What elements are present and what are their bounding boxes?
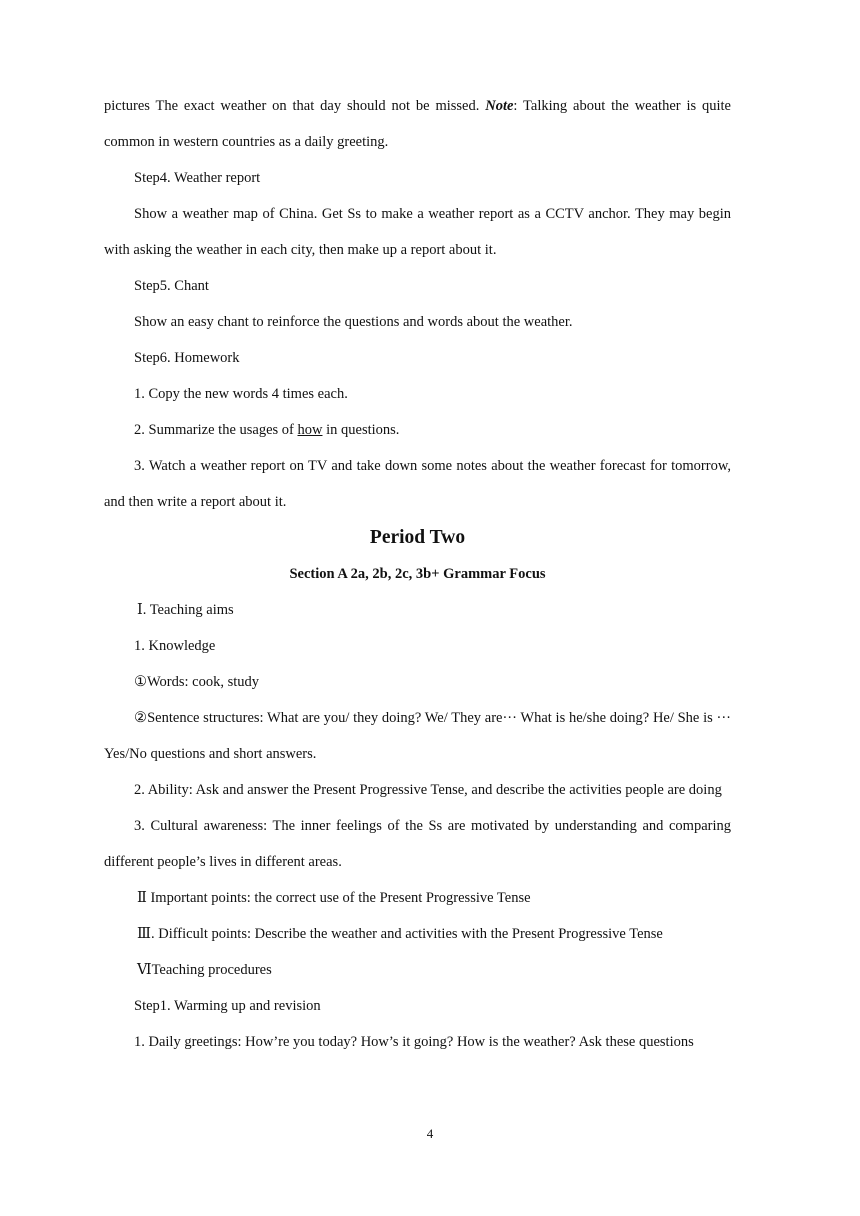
step6-heading: Step6. Homework bbox=[134, 350, 240, 366]
section-subtitle: Section A 2a, 2b, 2c, 3b+ Grammar Focus bbox=[289, 566, 546, 582]
paragraph-weather-pictures: pictures The exact weather on that day should not be missed. Note: Talking about the weather is quite common in western countries as a daily greeting. bbox=[104, 98, 731, 150]
homework-item-2: 2. Summarize the usages of how in questions. bbox=[134, 422, 400, 438]
homework-item-3: 3. Watch a weather report on TV and take down some notes about the weather forecast for tomorrow, and then write a report about it. bbox=[104, 458, 731, 510]
step4-heading: Step4. Weather report bbox=[134, 170, 261, 186]
important-points: Ⅱ Important points: the correct use of the Present Progressive Tense bbox=[137, 890, 531, 906]
step4-body: Show a weather map of China. Get Ss to make a weather report as a CCTV anchor. They may begin with asking the weather in each city, then make up a report about it. bbox=[104, 206, 731, 258]
underlined-how: how bbox=[297, 422, 323, 438]
ability-item: 2. Ability: Ask and answer the Present Progressive Tense, and describe the activities people are doing bbox=[134, 782, 722, 798]
knowledge-heading: 1. Knowledge bbox=[134, 638, 216, 654]
note-label: Note bbox=[485, 98, 514, 114]
homework-item-1: 1. Copy the new words 4 times each. bbox=[134, 386, 348, 402]
page-content bbox=[104, 88, 731, 1060]
greetings-item: 1. Daily greetings: How’re you today? How’s it going? How is the weather? Ask these questions bbox=[134, 1034, 694, 1050]
words-item: ①Words: cook, study bbox=[134, 674, 260, 690]
cultural-item: 3. Cultural awareness: The inner feelings of the Ss are motivated by understanding and comparing different people’s lives in different areas. bbox=[104, 818, 731, 870]
difficult-points: Ⅲ. Difficult points: Describe the weather and activities with the Present Progressive Tense bbox=[137, 926, 663, 942]
teaching-aims-heading: Ⅰ. Teaching aims bbox=[137, 602, 234, 618]
step5-body: Show an easy chant to reinforce the questions and words about the weather. bbox=[134, 314, 573, 330]
period-title: Period Two bbox=[369, 527, 466, 548]
structures-item: ②Sentence structures: What are you/ they doing? We/ They are··· What is he/she doing? He/ She is ··· Yes/No questions and short answers. bbox=[104, 710, 731, 762]
page-number: 4 bbox=[426, 1126, 434, 1141]
step5-heading: Step5. Chant bbox=[134, 278, 209, 294]
step1-heading: Step1. Warming up and revision bbox=[134, 998, 321, 1014]
procedures-heading: ⅥTeaching procedures bbox=[137, 962, 272, 978]
